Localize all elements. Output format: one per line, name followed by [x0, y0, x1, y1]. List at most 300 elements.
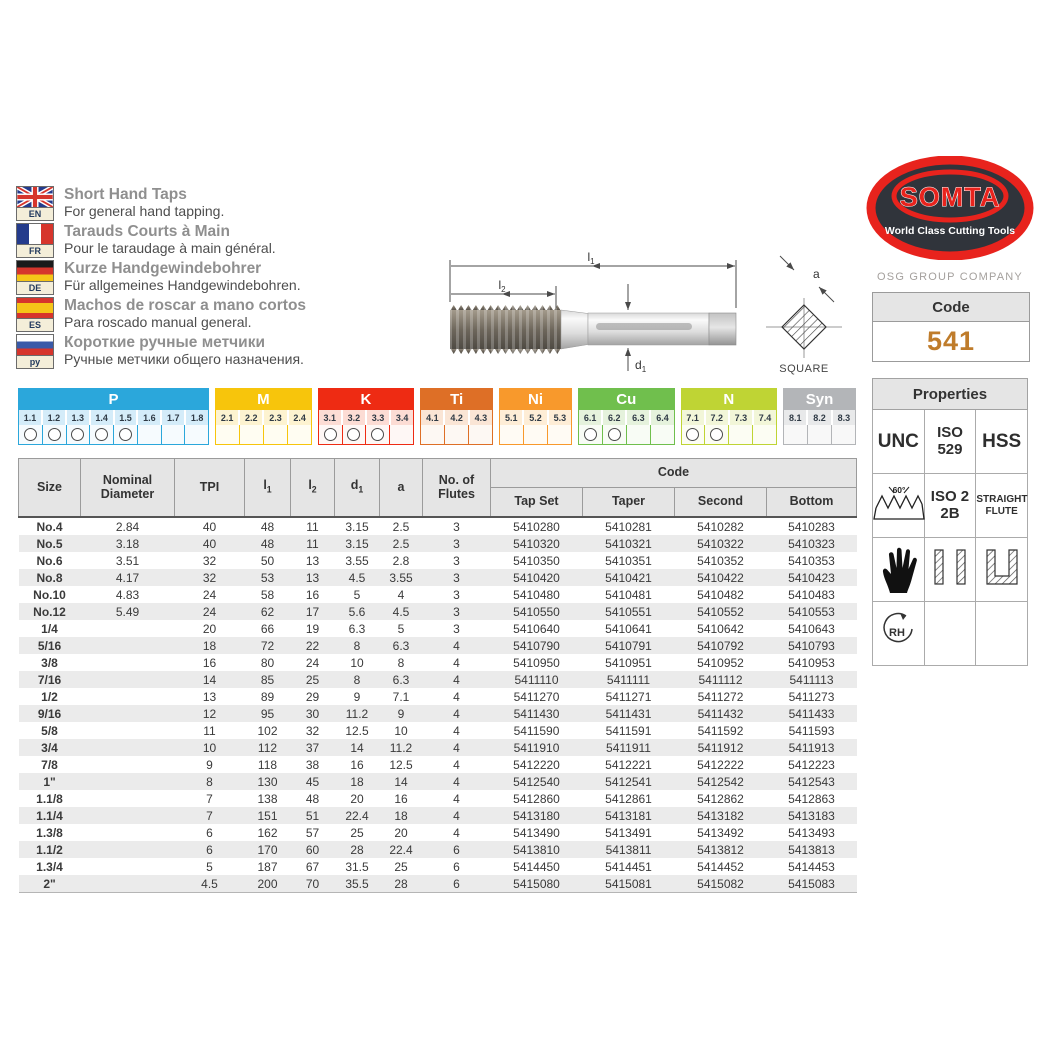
applicability-circle-icon — [686, 428, 699, 441]
cell-d1: 25 — [350, 825, 364, 840]
material-group-k — [318, 388, 415, 445]
cell-code-tap-set: 5412220 — [513, 757, 560, 772]
language-code-label: DE — [16, 282, 54, 295]
cell-size: 1.1/2 — [36, 842, 63, 857]
material-group-ni — [499, 388, 572, 445]
cell-size: 9/16 — [37, 706, 62, 721]
language-entry-de — [16, 260, 426, 294]
cell-tpi: 20 — [202, 621, 217, 636]
property-empty-cell — [976, 602, 1028, 666]
material-cell-number: 1.1 — [19, 410, 41, 425]
cell-l2: 48 — [305, 791, 320, 806]
applicability-circle-icon — [24, 428, 37, 441]
cell-code-bottom: 5411113 — [789, 672, 834, 687]
cell-code-second: 5414452 — [697, 859, 744, 874]
table-row — [19, 739, 857, 756]
cell-a: 12.5 — [389, 757, 413, 772]
col-header-code-tap-set: Tap Set — [491, 488, 583, 518]
property-thread-profile-cell — [873, 474, 925, 538]
cell-l2: 37 — [305, 740, 320, 755]
cell-code-taper: 5411591 — [605, 723, 652, 738]
material-mark-cell — [682, 425, 706, 444]
material-cell-number: 6.4 — [651, 410, 673, 425]
cell-d1: 20 — [350, 791, 364, 806]
material-cell-number: 4.3 — [470, 410, 492, 425]
property-material: HSS — [976, 410, 1028, 474]
material-cell-number: 4.1 — [421, 410, 443, 425]
cell-code-taper: 5411911 — [606, 740, 651, 755]
cell-tpi: 6 — [206, 825, 213, 840]
material-cell-number: 1.7 — [162, 410, 184, 425]
cell-nominal-diameter — [81, 807, 175, 824]
cell-flutes: 3 — [453, 536, 460, 551]
material-cell-number: 1.2 — [43, 410, 65, 425]
cell-l1: 130 — [257, 774, 278, 789]
language-code-label: ру — [16, 356, 54, 369]
product-title: Kurze Handgewindebohrer — [64, 260, 262, 277]
cell-code-second: 5410952 — [697, 655, 744, 670]
flag-block — [16, 334, 54, 368]
cell-size: No.6 — [36, 553, 63, 568]
material-cell-numbers — [19, 410, 208, 425]
cell-d1: 4.5 — [348, 570, 366, 585]
cell-l2: 45 — [305, 774, 320, 789]
material-cell-marks — [216, 425, 311, 444]
col-header-code-bottom: Bottom — [767, 488, 857, 518]
cell-code-bottom: 5410283 — [788, 519, 835, 534]
table-row — [19, 586, 857, 603]
material-cell-number: 3.3 — [367, 410, 389, 425]
table-row — [19, 722, 857, 739]
cell-d1: 16 — [350, 757, 364, 772]
cell-nominal-diameter — [81, 858, 175, 875]
cell-code-tap-set: 5412540 — [513, 774, 560, 789]
product-title: Короткие ручные метчики — [64, 334, 265, 351]
material-mark-cell — [469, 425, 492, 444]
property-thread-standard: UNC — [873, 410, 925, 474]
cell-code-tap-set: 5413180 — [513, 808, 560, 823]
cell-nominal-diameter: 2.84 — [115, 519, 140, 534]
cell-l2: 38 — [305, 757, 320, 772]
cell-l1: 187 — [257, 859, 278, 874]
material-mark-cell — [67, 425, 91, 444]
code-value: 541 — [926, 326, 976, 356]
cell-size: 1" — [43, 774, 56, 789]
cell-code-second: 5410352 — [697, 553, 744, 568]
brand-area — [866, 156, 1034, 283]
cell-a: 2.5 — [392, 519, 410, 534]
cell-flutes: 3 — [453, 621, 460, 636]
material-cell-number: 1.4 — [91, 410, 113, 425]
cell-code-tap-set: 5411110 — [514, 672, 559, 687]
cell-code-taper: 5410281 — [605, 519, 652, 534]
es-flag-icon — [16, 297, 54, 319]
cell-flutes: 4 — [453, 655, 460, 670]
table-row — [19, 756, 857, 773]
material-mark-cell — [288, 425, 311, 444]
cell-tpi: 32 — [202, 553, 217, 568]
cell-l1: 118 — [257, 757, 278, 772]
table-header-row — [19, 459, 857, 488]
material-cell-marks — [682, 425, 777, 444]
cell-a: 3.55 — [389, 570, 413, 585]
cell-code-second: 5411592 — [697, 723, 744, 738]
cell-d1: 28 — [350, 842, 364, 857]
material-mark-cell — [808, 425, 832, 444]
cell-tpi: 32 — [202, 570, 217, 585]
tap-thread-stripes — [450, 304, 561, 355]
cell-a: 4 — [397, 587, 405, 602]
cell-a: 28 — [394, 876, 408, 891]
tap-photo — [450, 304, 736, 355]
property-length-standard: ISO 529 — [924, 410, 976, 474]
table-row — [19, 705, 857, 722]
cell-size: 1.3/8 — [36, 825, 63, 840]
table-row — [19, 807, 857, 824]
cell-nominal-diameter — [81, 739, 175, 756]
cell-code-second: 5410282 — [697, 519, 744, 534]
cell-code-second: 5411912 — [697, 740, 744, 755]
material-cell-numbers — [500, 410, 571, 425]
col-header-l1: $l_1$ — [245, 459, 291, 518]
cell-size: 3/4 — [41, 740, 58, 755]
cell-code-taper: 5410481 — [605, 587, 652, 602]
cell-a: 9 — [397, 706, 405, 721]
cell-flutes: 4 — [453, 672, 460, 687]
cell-code-bottom: 5410553 — [788, 604, 835, 619]
material-cell-marks — [500, 425, 571, 444]
cell-tpi: 10 — [202, 740, 217, 755]
cell-code-bottom: 5412223 — [788, 757, 835, 772]
code-box — [872, 292, 1030, 362]
material-group-header: Ti — [421, 389, 492, 410]
cell-l2: 51 — [305, 808, 320, 823]
language-text — [64, 260, 301, 294]
cell-nominal-diameter — [81, 824, 175, 841]
de-flag-icon — [16, 260, 54, 282]
cell-a: 14 — [394, 774, 408, 789]
square-section-diagram — [766, 256, 842, 358]
cell-d1: 8 — [353, 638, 361, 653]
cell-code-bottom: 5411593 — [788, 723, 835, 738]
col-header-a: a — [380, 459, 423, 518]
cell-flutes: 6 — [453, 859, 460, 874]
tap-dimension-diagram — [428, 250, 868, 383]
cell-code-taper: 5410641 — [605, 621, 652, 636]
cell-a: 4.5 — [392, 604, 410, 619]
cell-flutes: 4 — [453, 723, 460, 738]
cell-code-tap-set: 5411910 — [513, 740, 560, 755]
cell-code-tap-set: 5410420 — [513, 570, 560, 585]
material-mark-cell — [579, 425, 603, 444]
applicability-circle-icon — [710, 428, 723, 441]
material-mark-cell — [729, 425, 753, 444]
material-mark-cell — [90, 425, 114, 444]
cell-nominal-diameter — [81, 620, 175, 637]
material-group-header: N — [682, 389, 777, 410]
table-row — [19, 517, 857, 535]
material-mark-cell — [19, 425, 43, 444]
cell-code-bottom: 5411273 — [788, 689, 835, 704]
table-row — [19, 671, 857, 688]
cell-d1: 22.4 — [345, 808, 369, 823]
cell-l1: 138 — [257, 791, 278, 806]
language-code-label: EN — [16, 208, 54, 221]
cell-size: No.5 — [36, 536, 63, 551]
logo-tagline: World Class Cutting Tools — [884, 225, 1016, 237]
cell-code-taper: 5412221 — [605, 757, 652, 772]
applicability-circle-icon — [119, 428, 132, 441]
cell-size: No.12 — [33, 604, 66, 619]
material-cell-number: 2.1 — [216, 410, 238, 425]
cell-flutes: 3 — [453, 570, 460, 585]
material-cell-number: 2.3 — [264, 410, 286, 425]
material-cell-numbers — [682, 410, 777, 425]
cell-code-bottom: 5410423 — [788, 570, 835, 585]
cell-size: 3/8 — [41, 655, 58, 670]
cell-code-bottom: 5410483 — [788, 587, 835, 602]
cell-code-bottom: 5410353 — [788, 553, 835, 568]
language-code-label: ES — [16, 319, 54, 332]
cell-l1: 50 — [260, 553, 275, 568]
cell-code-bottom: 5414453 — [788, 859, 835, 874]
fr-flag-icon — [16, 223, 54, 245]
cell-a: 25 — [394, 859, 408, 874]
cell-a: 2.5 — [392, 536, 410, 551]
material-cell-number: 1.8 — [186, 410, 208, 425]
cell-a: 2.8 — [392, 553, 410, 568]
cell-l2: 11 — [306, 536, 319, 551]
cell-d1: 9 — [353, 689, 361, 704]
cell-size: 1.1/8 — [36, 791, 63, 806]
osg-group-text: OSG GROUP COMPANY — [877, 271, 1023, 283]
cell-code-tap-set: 5414450 — [513, 859, 560, 874]
cell-tpi: 7 — [206, 791, 213, 806]
cell-l2: 70 — [305, 876, 320, 891]
cell-a: 16 — [394, 791, 408, 806]
cell-tpi: 5 — [206, 859, 213, 874]
cell-nominal-diameter: 3.51 — [115, 553, 140, 568]
material-group-ti — [420, 388, 493, 445]
cell-code-bottom: 5412543 — [788, 774, 835, 789]
cell-tpi: 7 — [206, 808, 213, 823]
material-mark-cell — [421, 425, 445, 444]
tap-dimensions-table — [18, 458, 857, 893]
square-caption: SQUARE — [779, 363, 829, 375]
cell-size: 2" — [43, 876, 56, 891]
material-cell-number: 5.1 — [500, 410, 522, 425]
cell-nominal-diameter — [81, 688, 175, 705]
cell-l1: 162 — [257, 825, 278, 840]
cell-flutes: 4 — [453, 791, 460, 806]
material-mark-cell — [366, 425, 390, 444]
material-group-header: Syn — [784, 389, 855, 410]
material-cell-marks — [19, 425, 208, 444]
applicability-circle-icon — [371, 428, 384, 441]
thread-angle-label: 60° — [892, 485, 906, 495]
material-group-m — [215, 388, 312, 445]
cell-d1: 6.3 — [348, 621, 366, 636]
material-mark-cell — [500, 425, 524, 444]
material-group-header: P — [19, 389, 208, 410]
cell-nominal-diameter — [81, 790, 175, 807]
dimension-l1 — [450, 260, 736, 308]
material-cell-number: 2.2 — [240, 410, 262, 425]
cell-size: No.8 — [36, 570, 63, 585]
cell-size: 5/8 — [41, 723, 58, 738]
cell-l2: 11 — [306, 519, 319, 534]
cell-l1: 112 — [257, 740, 278, 755]
cell-nominal-diameter — [81, 841, 175, 858]
cell-code-taper: 5414451 — [605, 859, 652, 874]
material-cell-number: 3.2 — [343, 410, 365, 425]
property-blind-hole-cell — [976, 538, 1028, 602]
col-header-code: Code — [491, 459, 857, 488]
property-flute-type: STRAIGHT FLUTE — [976, 474, 1028, 538]
cell-code-second: 5415082 — [697, 876, 744, 891]
cell-nominal-diameter: 5.49 — [115, 604, 140, 619]
cell-tpi: 11 — [203, 723, 216, 738]
material-mark-cell — [216, 425, 240, 444]
cell-l2: 22 — [305, 638, 320, 653]
cell-code-bottom: 5410793 — [788, 638, 835, 653]
cell-l2: 60 — [305, 842, 320, 857]
col-header-l2: $l_2$ — [291, 459, 335, 518]
material-mark-cell — [162, 425, 186, 444]
cell-l1: 170 — [257, 842, 278, 857]
cell-code-taper: 5411431 — [605, 706, 652, 721]
cell-nominal-diameter: 3.18 — [115, 536, 140, 551]
cell-d1: 3.55 — [345, 553, 369, 568]
cell-l1: 151 — [257, 808, 278, 823]
cell-code-bottom: 5413183 — [788, 808, 835, 823]
cell-a: 22.4 — [389, 842, 413, 857]
ru-flag-icon — [16, 334, 54, 356]
cell-code-second: 5412542 — [697, 774, 744, 789]
cell-code-tap-set: 5411590 — [513, 723, 560, 738]
cell-size: No.10 — [33, 587, 66, 602]
material-cell-number: 3.1 — [319, 410, 341, 425]
cell-d1: 5.6 — [348, 604, 366, 619]
cell-d1: 5 — [353, 587, 361, 602]
col-header-d1: $d_1$ — [335, 459, 380, 518]
cell-size: 1/4 — [41, 621, 58, 636]
material-mark-cell — [264, 425, 288, 444]
tap-flute-groove — [596, 323, 692, 330]
cell-tpi: 40 — [202, 536, 217, 551]
cell-tpi: 12 — [202, 706, 217, 721]
cell-d1: 31.5 — [345, 859, 369, 874]
table-row — [19, 875, 857, 893]
cell-code-bottom: 5413493 — [788, 825, 835, 840]
cell-code-second: 5411432 — [697, 706, 744, 721]
table-row — [19, 637, 857, 654]
flag-block — [16, 186, 54, 220]
cell-size: 1.3/4 — [36, 859, 63, 874]
cell-l1: 48 — [260, 519, 275, 534]
flag-block — [16, 297, 54, 331]
material-mark-cell — [548, 425, 571, 444]
cell-code-tap-set: 5413490 — [513, 825, 560, 840]
cell-nominal-diameter — [81, 722, 175, 739]
cell-l1: 95 — [260, 706, 275, 721]
cell-d1: 12.5 — [345, 723, 369, 738]
tap-neck — [561, 310, 588, 349]
cell-tpi: 8 — [206, 774, 213, 789]
material-cell-marks — [319, 425, 414, 444]
uk-flag-icon — [16, 186, 54, 208]
cell-code-taper: 5413811 — [605, 842, 652, 857]
material-cell-number: 7.4 — [754, 410, 776, 425]
cell-l2: 57 — [305, 825, 320, 840]
thread-profile-60-icon — [873, 483, 925, 523]
cell-a: 6.3 — [392, 638, 410, 653]
right-hand-rotation-icon — [876, 609, 920, 653]
table-row — [19, 841, 857, 858]
cell-flutes: 6 — [453, 876, 460, 891]
cell-code-second: 5413182 — [697, 808, 744, 823]
cell-code-taper: 5410321 — [605, 536, 652, 551]
cell-flutes: 4 — [453, 774, 460, 789]
language-entry-ru — [16, 334, 426, 368]
applicability-circle-icon — [608, 428, 621, 441]
product-subtitle: Pour le taraudage à main général. — [64, 240, 276, 256]
product-subtitle: For general hand tapping. — [64, 203, 225, 219]
applicability-circle-icon — [584, 428, 597, 441]
applicability-circle-icon — [347, 428, 360, 441]
material-cell-numbers — [784, 410, 855, 425]
language-entry-fr — [16, 223, 426, 257]
language-entry-uk — [16, 186, 426, 220]
material-mark-cell — [138, 425, 162, 444]
product-title: Tarauds Courts à Main — [64, 223, 230, 240]
cell-d1: 3.15 — [345, 536, 369, 551]
cell-code-second: 5412222 — [697, 757, 744, 772]
cell-l2: 19 — [305, 621, 320, 636]
cell-tpi: 14 — [202, 672, 217, 687]
material-cell-number: 8.3 — [833, 410, 855, 425]
material-cell-number: 2.4 — [289, 410, 311, 425]
cell-l2: 13 — [305, 553, 320, 568]
material-cell-number: 6.2 — [603, 410, 625, 425]
cell-flutes: 4 — [453, 706, 460, 721]
cell-code-second: 5413812 — [697, 842, 744, 857]
cell-code-tap-set: 5410550 — [513, 604, 560, 619]
cell-code-bottom: 5413813 — [788, 842, 835, 857]
material-mark-cell — [240, 425, 264, 444]
cell-l1: 85 — [260, 672, 275, 687]
cell-code-tap-set: 5410480 — [513, 587, 560, 602]
dimension-label-l1: $l_1$ — [587, 250, 595, 266]
material-group-header: M — [216, 389, 311, 410]
cell-code-second: 5413492 — [697, 825, 744, 840]
table-row — [19, 654, 857, 671]
cell-tpi: 18 — [202, 638, 217, 653]
cell-code-second: 5410482 — [697, 587, 744, 602]
cell-flutes: 4 — [453, 757, 460, 772]
cell-a: 10 — [394, 723, 408, 738]
table-row — [19, 773, 857, 790]
cell-l1: 48 — [260, 536, 275, 551]
cell-nominal-diameter — [81, 756, 175, 773]
cell-nominal-diameter — [81, 773, 175, 790]
table-row — [19, 688, 857, 705]
dimension-label-d1: $d_1$ — [635, 358, 647, 374]
table-row — [19, 620, 857, 637]
cell-d1: 11.2 — [345, 706, 369, 721]
cell-code-tap-set: 5415080 — [513, 876, 560, 891]
product-title: Short Hand Taps — [64, 186, 187, 203]
